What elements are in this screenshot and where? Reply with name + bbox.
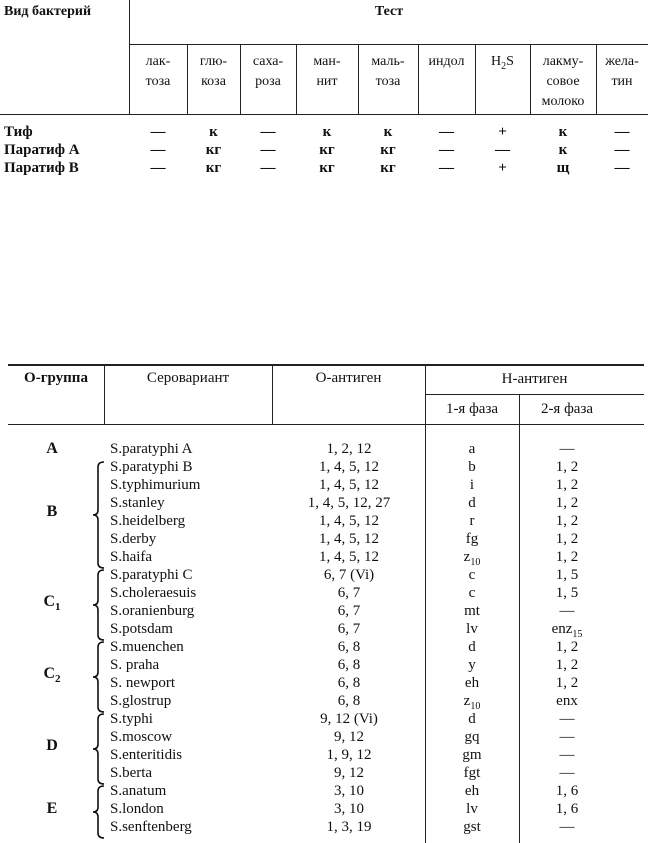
h-phase1-cell: d bbox=[468, 495, 476, 511]
column-header: ман- нит bbox=[313, 54, 341, 89]
column-header: лакму- совое молоко bbox=[541, 54, 585, 109]
h-phase2-cell: 1, 2 bbox=[555, 477, 579, 493]
o-antigen-cell: 6, 7 bbox=[337, 603, 361, 619]
phase2-header: 2-я фаза bbox=[540, 401, 594, 417]
h-phase2-cell: — bbox=[559, 441, 575, 457]
divider bbox=[418, 44, 419, 115]
h-phase2-cell: 1, 6 bbox=[555, 783, 579, 799]
o-antigen-cell: 1, 3, 19 bbox=[326, 819, 372, 835]
h-phase2-cell: 1, 6 bbox=[555, 801, 579, 817]
column-header: лак- тоза bbox=[145, 54, 171, 89]
serovar-name: S.anatum bbox=[110, 783, 167, 799]
serovar-name: S.stanley bbox=[110, 495, 165, 511]
h-phase1-cell: fg bbox=[465, 531, 479, 547]
h-phase2-cell: 1, 5 bbox=[555, 567, 579, 583]
test-header: Тест bbox=[374, 4, 404, 19]
h-phase1-cell: c bbox=[468, 567, 476, 583]
h-phase1-cell: d bbox=[468, 711, 476, 727]
h-phase2-cell: — bbox=[559, 603, 575, 619]
o-group-label: A bbox=[46, 440, 58, 457]
o-group-header: О-группа bbox=[24, 370, 88, 386]
table-cell: — bbox=[439, 124, 454, 140]
serovar-name: S.choleraesuis bbox=[110, 585, 197, 601]
serovar-name: S.paratyphi C bbox=[110, 567, 193, 583]
h-phase1-cell: i bbox=[469, 477, 475, 493]
column-header: индол bbox=[428, 54, 465, 69]
o-antigen-cell: 1, 4, 5, 12 bbox=[319, 459, 379, 475]
table-cell: щ bbox=[556, 160, 570, 176]
serovar-name: S.senftenberg bbox=[110, 819, 192, 835]
o-antigen-cell: 6, 7 bbox=[337, 585, 361, 601]
table-cell: — bbox=[614, 160, 630, 176]
divider bbox=[129, 44, 648, 45]
h-phase2-cell: 1, 2 bbox=[555, 513, 579, 529]
o-antigen-cell: 1, 4, 5, 12 bbox=[319, 531, 379, 547]
table-cell: — bbox=[260, 160, 276, 176]
table-cell: — bbox=[150, 142, 166, 158]
brace-icon bbox=[92, 569, 106, 641]
o-antigen-cell: 1, 4, 5, 12 bbox=[319, 513, 379, 529]
o-antigen-cell: 6, 7 (Vi) bbox=[323, 567, 375, 583]
divider bbox=[475, 44, 476, 115]
h-phase2-cell: 1, 2 bbox=[555, 549, 579, 565]
brace-icon bbox=[92, 713, 106, 785]
h-phase2-cell: — bbox=[559, 729, 575, 745]
o-group-label: B bbox=[46, 503, 58, 520]
o-group-label: D bbox=[46, 737, 58, 754]
h-phase1-cell: gq bbox=[464, 729, 480, 745]
table-cell: + bbox=[498, 160, 507, 176]
serovar-name: S.moscow bbox=[110, 729, 173, 745]
table-cell: к bbox=[558, 142, 568, 158]
column-header: жела- тин bbox=[605, 54, 639, 89]
o-antigen-cell: 1, 4, 5, 12 bbox=[319, 477, 379, 493]
table-cell: кг bbox=[205, 160, 222, 176]
h-phase1-cell: c bbox=[468, 585, 476, 601]
serovar-name: S.typhi bbox=[110, 711, 153, 727]
serovar-name: S.typhimurium bbox=[110, 477, 201, 493]
o-antigen-cell: 9, 12 bbox=[334, 765, 364, 781]
o-group-label: $C_2$ bbox=[43, 665, 61, 686]
serovar-name: S. praha bbox=[110, 657, 160, 673]
serovar-name: S.london bbox=[110, 801, 164, 817]
h-phase2-cell: 1, 5 bbox=[555, 585, 579, 601]
divider bbox=[0, 114, 648, 115]
table-cell: кг bbox=[380, 160, 396, 176]
table-cell: — bbox=[439, 142, 454, 158]
table-cell: — bbox=[614, 142, 630, 158]
serovar-name: S. newport bbox=[110, 675, 175, 691]
h-phase1-cell: gst bbox=[463, 819, 481, 835]
h-phase2-cell: enx bbox=[556, 693, 578, 709]
table-cell: — bbox=[439, 160, 454, 176]
o-antigen-header: О-антиген bbox=[315, 370, 382, 386]
table-cell: кг bbox=[380, 142, 396, 158]
table-cell: — bbox=[150, 124, 166, 140]
h-phase1-cell: eh bbox=[464, 675, 480, 691]
h-phase1-cell: eh bbox=[464, 783, 480, 799]
divider bbox=[358, 44, 359, 115]
o-antigen-cell: 6, 8 bbox=[337, 639, 361, 655]
column-header: $H_2S$ bbox=[491, 54, 514, 72]
o-group-label: $C_1$ bbox=[43, 593, 61, 614]
h-phase2-cell: — bbox=[559, 819, 575, 835]
o-antigen-cell: 6, 8 bbox=[337, 675, 361, 691]
table-cell: кг bbox=[319, 142, 335, 158]
h-phase1-cell: mt bbox=[464, 603, 480, 619]
column-header: глю- коза bbox=[199, 54, 228, 89]
h-phase2-cell: 1, 2 bbox=[555, 675, 579, 691]
h-phase2-cell: — bbox=[559, 747, 575, 763]
brace-icon bbox=[92, 641, 106, 713]
divider bbox=[425, 394, 644, 395]
row-label: Тиф bbox=[4, 124, 33, 140]
h-phase1-cell: b bbox=[468, 459, 476, 475]
h-phase1-cell: $z_{10}$ bbox=[463, 549, 481, 568]
h-phase1-cell: $z_{10}$ bbox=[463, 693, 481, 712]
h-phase2-cell: — bbox=[559, 711, 575, 727]
o-antigen-cell: 1, 9, 12 bbox=[326, 747, 372, 763]
table-cell: — bbox=[260, 124, 276, 140]
h-phase1-cell: lv bbox=[466, 801, 478, 817]
o-group-label: E bbox=[46, 800, 58, 817]
h-phase1-cell: r bbox=[469, 513, 475, 529]
column-header: маль- тоза bbox=[371, 54, 405, 89]
h-phase1-cell: a bbox=[468, 441, 476, 457]
h-phase1-cell: lv bbox=[466, 621, 478, 637]
serovar-name: S.oranienburg bbox=[110, 603, 195, 619]
h-phase2-cell: 1, 2 bbox=[555, 495, 579, 511]
table-cell: — bbox=[495, 142, 510, 158]
h-phase2-cell: 1, 2 bbox=[555, 459, 579, 475]
serovar-name: S.enteritidis bbox=[110, 747, 183, 763]
h-phase1-cell: d bbox=[468, 639, 476, 655]
serovar-name: S.berta bbox=[110, 765, 153, 781]
table-cell: + bbox=[498, 124, 507, 140]
h-phase2-cell: 1, 2 bbox=[555, 639, 579, 655]
table-cell: к bbox=[383, 124, 393, 140]
table-cell: кг bbox=[205, 142, 222, 158]
row-label: Паратиф A bbox=[4, 142, 80, 158]
o-antigen-cell: 1, 2, 12 bbox=[326, 441, 372, 457]
h-phase1-cell: y bbox=[468, 657, 476, 673]
o-antigen-cell: 1, 4, 5, 12, 27 bbox=[307, 495, 391, 511]
serovar-name: S.glostrup bbox=[110, 693, 172, 709]
table-cell: — bbox=[614, 124, 630, 140]
divider bbox=[187, 44, 188, 115]
table-cell: кг bbox=[319, 160, 335, 176]
divider bbox=[8, 424, 644, 425]
table-cell: — bbox=[260, 142, 276, 158]
o-antigen-cell: 6, 7 bbox=[337, 621, 361, 637]
h-phase2-cell: 1, 2 bbox=[555, 657, 579, 673]
column-header: саха- роза bbox=[252, 54, 284, 89]
phase1-header: 1-я фаза bbox=[445, 401, 499, 417]
o-antigen-cell: 6, 8 bbox=[337, 657, 361, 673]
serovar-name: S.haifa bbox=[110, 549, 153, 565]
divider bbox=[240, 44, 241, 115]
o-antigen-cell: 6, 8 bbox=[337, 693, 361, 709]
o-antigen-cell: 3, 10 bbox=[334, 783, 364, 799]
o-antigen-cell: 3, 10 bbox=[334, 801, 364, 817]
o-antigen-cell: 9, 12 (Vi) bbox=[320, 711, 378, 727]
serovar-header: Серовариант bbox=[146, 370, 230, 386]
brace-icon bbox=[92, 785, 106, 839]
divider bbox=[530, 44, 531, 115]
serovar-name: S.paratyphi A bbox=[110, 441, 193, 457]
table-cell: — bbox=[150, 160, 166, 176]
corner-header: Вид бактерий bbox=[4, 4, 92, 19]
table-cell: к bbox=[558, 124, 568, 140]
serovar-name: S.paratyphi B bbox=[110, 459, 193, 475]
divider bbox=[596, 44, 597, 115]
o-antigen-cell: 1, 4, 5, 12 bbox=[319, 549, 379, 565]
brace-icon bbox=[92, 461, 106, 569]
h-phase2-cell: 1, 2 bbox=[555, 531, 579, 547]
table-cell: к bbox=[209, 124, 218, 140]
table-cell: к bbox=[322, 124, 332, 140]
h-phase2-cell: — bbox=[559, 765, 575, 781]
serovar-name: S.potsdam bbox=[110, 621, 173, 637]
o-antigen-cell: 9, 12 bbox=[334, 729, 364, 745]
h-phase2-cell: enz$_{15}$ bbox=[551, 621, 583, 640]
divider bbox=[296, 44, 297, 115]
serovar-name: S.heidelberg bbox=[110, 513, 186, 529]
h-phase1-cell: fgt bbox=[463, 765, 481, 781]
h-phase1-cell: gm bbox=[462, 747, 482, 763]
serovar-name: S.derby bbox=[110, 531, 157, 547]
h-antigen-header: Н-антиген bbox=[501, 371, 568, 387]
row-label: Паратиф B bbox=[4, 160, 79, 176]
serovar-name: S.muenchen bbox=[110, 639, 184, 655]
